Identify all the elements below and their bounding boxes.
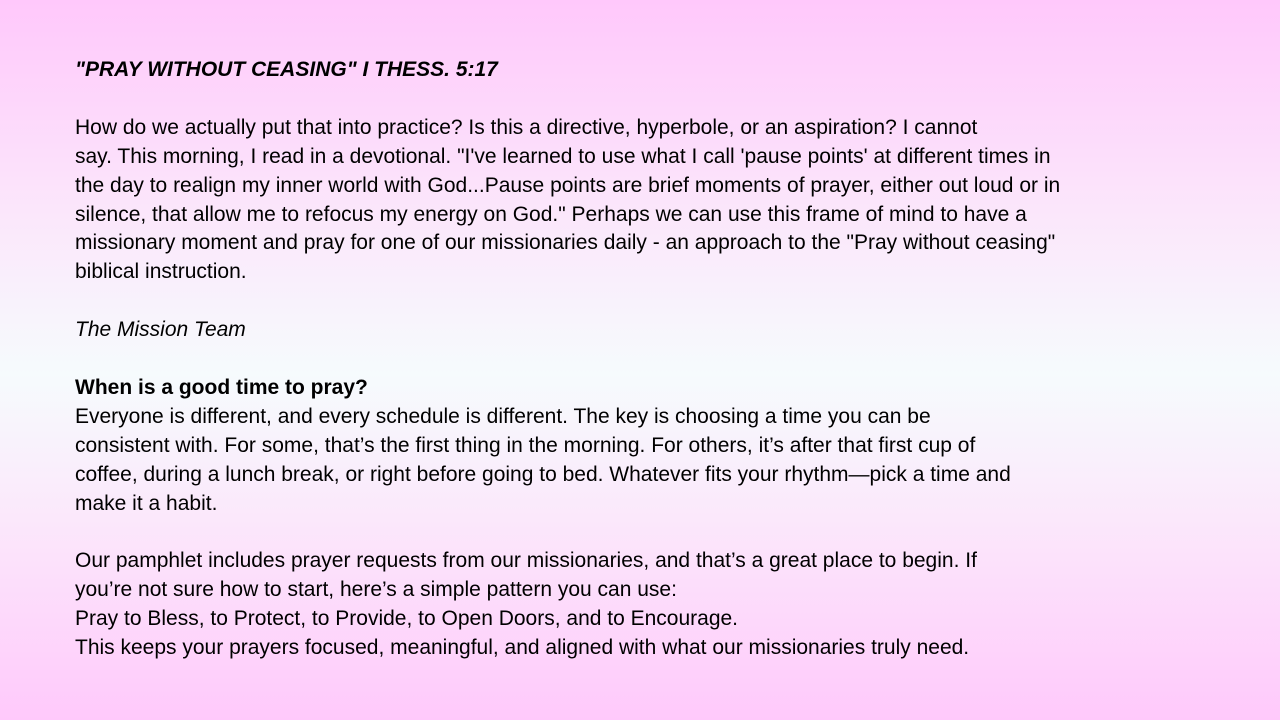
- section-line: make it a habit.: [75, 491, 218, 515]
- signature: The Mission Team: [75, 318, 246, 342]
- page-title: "PRAY WITHOUT CEASING" I THESS. 5:17: [75, 58, 498, 81]
- section-line: Everyone is different, and every schedule is different. The key is choosing a time you can be: [75, 404, 931, 428]
- closing-line: you’re not sure how to start, here’s a simple pattern you can use:: [75, 578, 677, 602]
- intro-line: say. This morning, I read in a devotional. "I've learned to use what I call 'pause points' at different times in: [75, 144, 1051, 168]
- closing-line: Our pamphlet includes prayer requests from our missionaries, and that’s a great place to begin. If: [75, 549, 977, 573]
- intro-line: silence, that allow me to refocus my energy on God." Perhaps we can use this frame of mind to have a: [75, 202, 1027, 226]
- spacer: [75, 518, 1215, 547]
- spacer: [75, 287, 1215, 316]
- spacer: [75, 345, 1215, 374]
- intro-line: biblical instruction.: [75, 260, 247, 284]
- section-paragraph: [75, 403, 1215, 519]
- section-line: consistent with. For some, that’s the first thing in the morning. For others, it’s after that first cup of: [75, 433, 976, 457]
- spacer: [75, 85, 1215, 114]
- intro-paragraph: [75, 114, 1215, 287]
- section-heading: When is a good time to pray?: [75, 375, 368, 399]
- closing-paragraph: [75, 547, 1215, 663]
- slide-body: [75, 56, 1215, 663]
- closing-line: Pray to Bless, to Protect, to Provide, to Open Doors, and to Encourage.: [75, 607, 739, 631]
- section-line: coffee, during a lunch break, or right before going to bed. Whatever fits your rhythm—pick a time and: [75, 462, 1011, 486]
- intro-line: the day to realign my inner world with God...Pause points are brief moments of prayer, either out loud or in: [75, 173, 1061, 197]
- closing-line: This keeps your prayers focused, meaningful, and aligned with what our missionaries truly need.: [75, 636, 970, 660]
- intro-line: missionary moment and pray for one of our missionaries daily - an approach to the "Pray without ceasing": [75, 231, 1056, 255]
- intro-line: How do we actually put that into practice? Is this a directive, hyperbole, or an aspiration? I cannot: [75, 115, 978, 139]
